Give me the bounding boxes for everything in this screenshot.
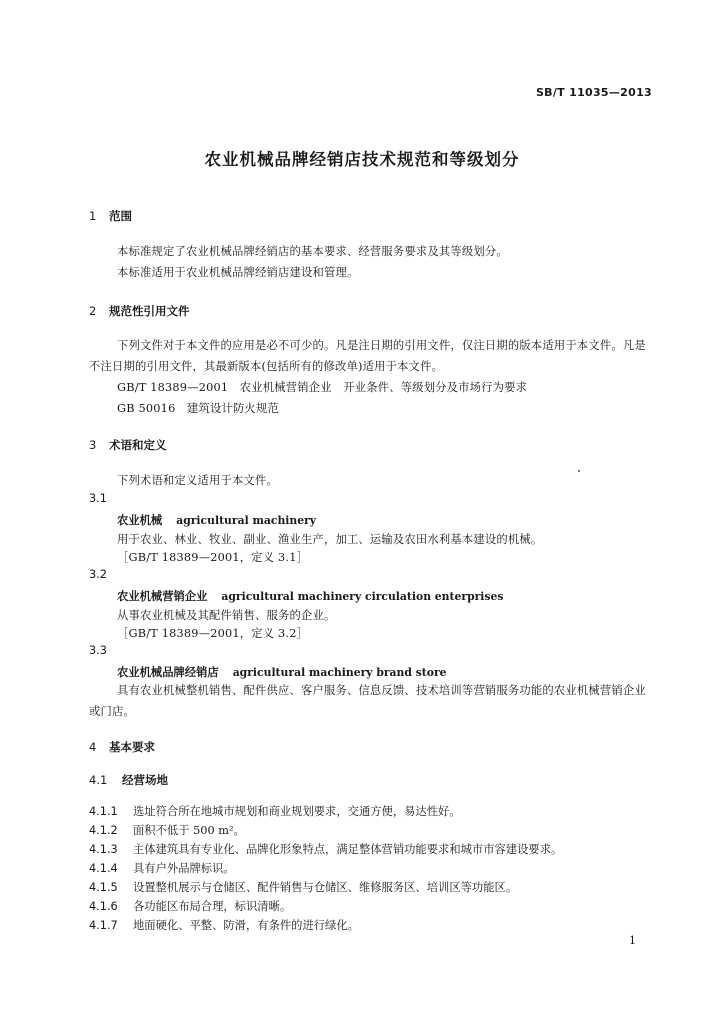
scan-speck <box>578 470 580 472</box>
reference-item: GB 50016 建筑设计防火规范 <box>117 402 279 415</box>
clause <box>89 917 359 933</box>
section-3-heading <box>89 437 167 453</box>
clause-number: 4.1.4 <box>89 862 118 875</box>
clause <box>89 841 562 857</box>
term-heading <box>117 588 503 604</box>
section-title: 范围 <box>109 209 132 223</box>
term-definition: 具有农业机械整机销售、配件供应、客户服务、信息反馈、技术培训等营销服务功能的农业机械营销企业或门店。 <box>89 684 646 718</box>
section-number: 4 <box>89 740 97 754</box>
term-source: ［GB/T 18389—2001，定义 3.2］ <box>117 627 309 640</box>
section-title: 术语和定义 <box>109 438 167 452</box>
term-number: 3.1 <box>89 492 107 505</box>
clause-text: 主体建筑具有专业化、品牌化形象特点，满足整体营销功能要求和城市市容建设要求。 <box>133 843 563 856</box>
section-number: 2 <box>89 304 97 318</box>
clause-number: 4.1.5 <box>89 881 118 894</box>
section-number: 1 <box>89 209 97 223</box>
term-cn: 农业机械品牌经销店 <box>117 665 219 679</box>
reference-item: GB/T 18389—2001 农业机械营销企业 开业条件、等级划分及市场行为要求 <box>117 381 528 394</box>
term-heading <box>117 512 316 528</box>
section-2-heading <box>89 303 190 319</box>
clause <box>89 822 245 838</box>
clause-text: 各功能区布局合理，标识清晰。 <box>133 900 292 913</box>
subsection-4-1-heading <box>89 772 168 788</box>
paragraph: 本标准适用于农业机械品牌经销店建设和管理。 <box>117 266 359 279</box>
term-en: agricultural machinery brand store <box>232 666 447 679</box>
clause <box>89 860 235 876</box>
term-en: agricultural machinery circulation enterprises <box>221 590 504 603</box>
section-title: 基本要求 <box>109 740 155 754</box>
clause-text: 地面硬化、平整、防滑，有条件的进行绿化。 <box>133 919 359 932</box>
clause-number: 4.1.3 <box>89 843 118 856</box>
term-number: 3.3 <box>89 644 107 657</box>
clause-text: 具有户外品牌标识。 <box>133 862 235 875</box>
clause-text: 选址符合所在地城市规划和商业规划要求，交通方便，易达性好。 <box>133 805 461 818</box>
document-title: 农业机械品牌经销店技术规范和等级划分 <box>204 150 520 169</box>
paragraph: 本标准规定了农业机械品牌经销店的基本要求、经营服务要求及其等级划分。 <box>117 245 508 258</box>
subsection-number: 4.1 <box>89 773 108 787</box>
term-cn: 农业机械营销企业 <box>117 589 208 603</box>
term-definition: 用于农业、林业、牧业、副业、渔业生产，加工、运输及农田水利基本建设的机械。 <box>117 533 543 546</box>
term-en: agricultural machinery <box>176 514 317 527</box>
clause-number: 4.1.2 <box>89 824 118 837</box>
standard-number: SB/T 11035—2013 <box>535 86 652 99</box>
clause <box>89 879 517 895</box>
paragraph: 下列术语和定义适用于本文件。 <box>117 474 278 487</box>
term-number: 3.2 <box>89 568 107 581</box>
clause-text: 设置整机展示与仓储区、配件销售与仓储区、维修服务区、培训区等功能区。 <box>133 881 518 894</box>
clause-number: 4.1.6 <box>89 900 118 913</box>
clause-number: 4.1.7 <box>89 919 118 932</box>
section-1-heading <box>89 208 132 224</box>
term-source: ［GB/T 18389—2001，定义 3.1］ <box>117 551 309 564</box>
clause-number: 4.1.1 <box>89 805 118 818</box>
page-number: 1 <box>629 934 636 947</box>
clause-text: 面积不低于 500 m²。 <box>133 824 245 837</box>
paragraph: 下列文件对于本文件的应用是必不可少的。凡是注日期的引用文件，仅注日期的版本适用于本文件。凡是不注日期的引用文件，其最新版本(包括所有的修改单)适用于本文件。 <box>89 339 646 373</box>
subsection-title: 经营场地 <box>122 773 168 787</box>
clause <box>89 898 291 914</box>
term-heading <box>117 664 447 680</box>
term-definition: 从事农业机械及其配件销售、服务的企业。 <box>117 609 336 622</box>
section-number: 3 <box>89 438 97 452</box>
term-cn: 农业机械 <box>117 513 163 527</box>
section-4-heading <box>89 739 155 755</box>
clause <box>89 803 461 819</box>
section-title: 规范性引用文件 <box>109 304 190 318</box>
